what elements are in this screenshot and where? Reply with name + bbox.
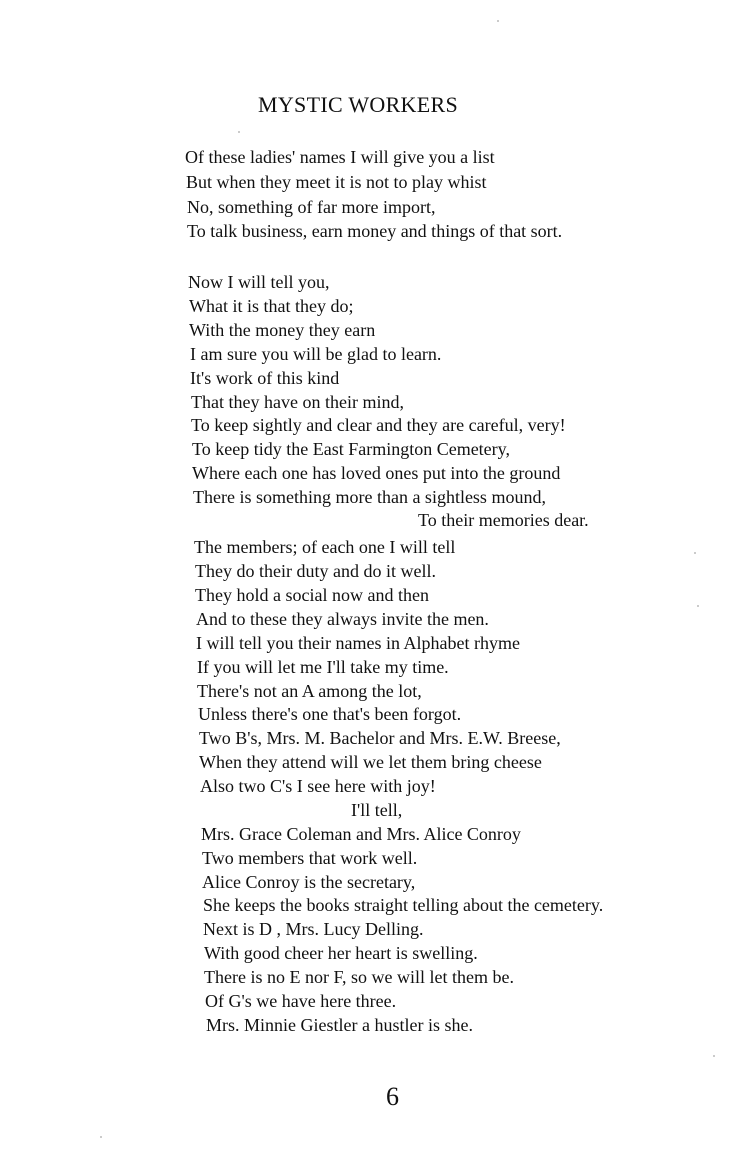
poem-line: She keeps the books straight telling about the cemetery. xyxy=(203,895,604,915)
page-number: 6 xyxy=(386,1082,399,1111)
poem-line: To talk business, earn money and things of that sort. xyxy=(187,221,563,241)
scan-speck xyxy=(238,131,240,133)
poem-line: There is something more than a sightless mound, xyxy=(193,487,546,507)
scan-speck xyxy=(694,552,696,554)
poem-line: With the money they earn xyxy=(189,320,376,340)
poem-line: With good cheer her heart is swelling. xyxy=(204,943,478,963)
poem-line: They hold a social now and then xyxy=(195,585,429,605)
poem-line: Of these ladies' names I will give you a list xyxy=(185,147,495,167)
poem-line: To their memories dear. xyxy=(418,510,589,530)
scan-speck xyxy=(497,20,499,22)
poem-line: Two members that work well. xyxy=(202,848,418,868)
scan-speck xyxy=(697,605,699,607)
poem-line: Of G's we have here three. xyxy=(205,991,397,1011)
poem-line: There's not an A among the lot, xyxy=(197,681,422,701)
poem-line: Two B's, Mrs. M. Bachelor and Mrs. E.W. Breese, xyxy=(199,728,561,748)
poem-line: What it is that they do; xyxy=(189,296,354,316)
poem-line: They do their duty and do it well. xyxy=(195,561,436,581)
poem-line: Also two C's I see here with joy! xyxy=(200,776,436,796)
poem-line: And to these they always invite the men. xyxy=(196,609,489,629)
poem-line: The members; of each one I will tell xyxy=(194,537,456,557)
poem-line: I am sure you will be glad to learn. xyxy=(190,344,442,364)
poem-line: Alice Conroy is the secretary, xyxy=(202,872,416,892)
poem-line: Next is D , Mrs. Lucy Delling. xyxy=(203,919,424,939)
poem-line: I'll tell, xyxy=(351,800,403,820)
scan-speck xyxy=(100,1136,102,1138)
poem-line: No, something of far more import, xyxy=(187,197,436,217)
poem-line: Now I will tell you, xyxy=(188,272,330,292)
poem-line: But when they meet it is not to play whist xyxy=(186,172,487,192)
poem-title: MYSTIC WORKERS xyxy=(258,92,458,117)
poem-line: To keep tidy the East Farmington Cemetery, xyxy=(192,439,510,459)
poem-line: If you will let me I'll take my time. xyxy=(197,657,449,677)
poem-line: Where each one has loved ones put into the ground xyxy=(192,463,561,483)
poem-line: There is no E nor F, so we will let them be. xyxy=(204,967,514,987)
poem-line: Mrs. Minnie Giestler a hustler is she. xyxy=(206,1015,473,1035)
poem-line: It's work of this kind xyxy=(190,368,340,388)
poem-line: That they have on their mind, xyxy=(191,392,404,412)
scan-speck xyxy=(713,1055,715,1057)
poem-line: To keep sightly and clear and they are careful, very! xyxy=(191,415,566,435)
poem-line: I will tell you their names in Alphabet rhyme xyxy=(196,633,520,653)
poem-line: Mrs. Grace Coleman and Mrs. Alice Conroy xyxy=(201,824,521,844)
poem-line: When they attend will we let them bring cheese xyxy=(199,752,542,772)
poem-line: Unless there's one that's been forgot. xyxy=(198,704,462,724)
